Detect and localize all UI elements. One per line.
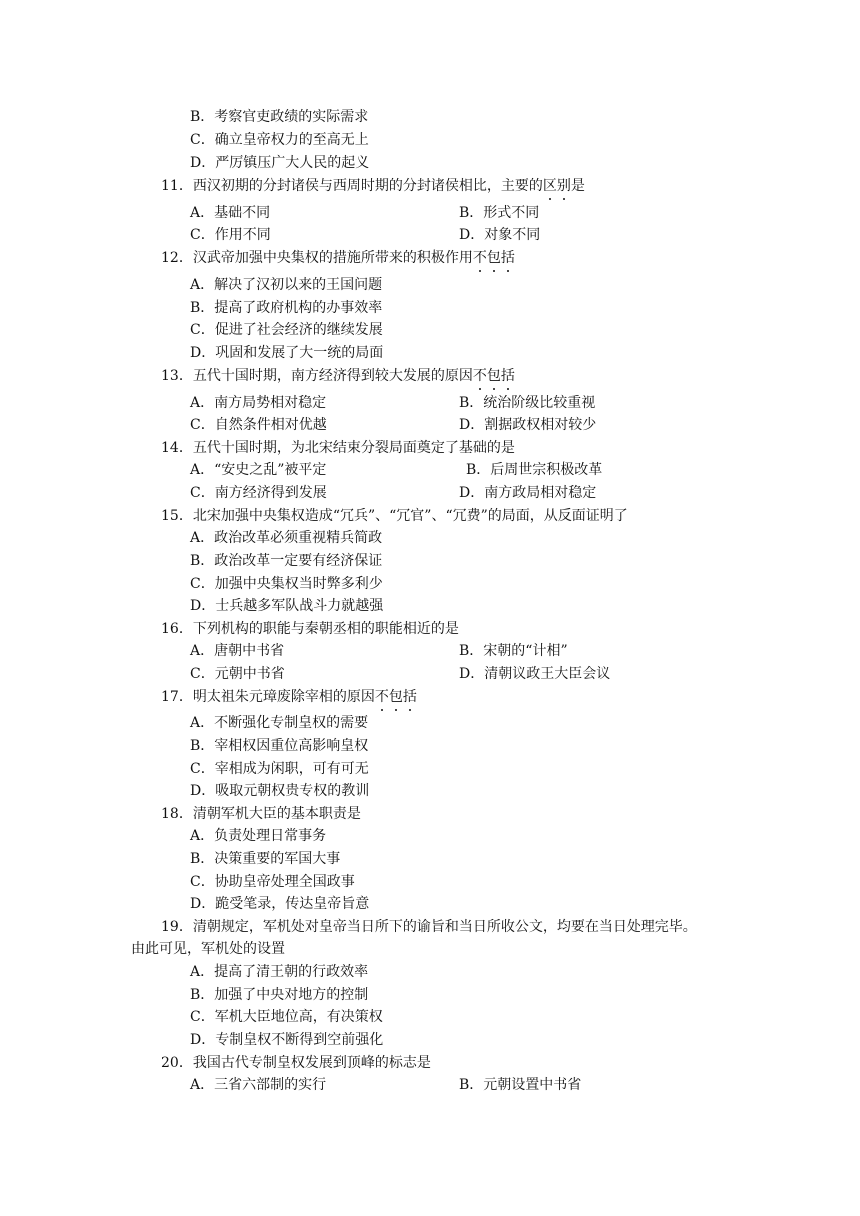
question-text: 18．清朝军机大臣的基本职责是 — [161, 806, 361, 822]
answer-option: B．元朝设置中书省 — [459, 1077, 582, 1093]
answer-option: B．加强了中央对地方的控制 — [190, 987, 369, 1003]
answer-option: D．严厉镇压广大人民的起义 — [190, 155, 370, 171]
question-text: 14．五代十国时期，为北宋结束分裂局面奠定了基础的是 — [161, 440, 515, 456]
question-text: 11．西汉初期的分封诸侯与西周时期的分封诸侯相比，主要的 — [161, 178, 543, 194]
answer-option: A．“安史之乱”被平定 — [190, 462, 327, 478]
answer-option: D．割据政权相对较少 — [459, 417, 597, 433]
answer-option: C．加强中央集权当时弊多利少 — [190, 576, 383, 592]
answer-option: C．确立皇帝权力的至高无上 — [190, 132, 369, 148]
answer-option: B．提高了政府机构的办事效率 — [190, 300, 383, 316]
question-text: 20．我国古代专制皇权发展到顶峰的标志是 — [161, 1055, 431, 1071]
question-stem — [161, 177, 585, 195]
answer-option: C．宰相成为闲职，可有可无 — [190, 761, 369, 777]
question-text: 17．明太祖朱元璋废除宰相的原因 — [161, 689, 375, 705]
question-text: 19．清朝规定，军机处对皇帝当日所下的谕旨和当日所收公文，均要在当日处理完毕。 — [161, 919, 697, 935]
answer-option: C．协助皇帝处理全国政事 — [190, 874, 355, 890]
answer-option: D．跪受笔录，传达皇帝旨意 — [190, 896, 370, 912]
answer-option: C．元朝中书省 — [190, 666, 285, 682]
answer-option: A．基础不同 — [190, 205, 271, 221]
answer-option: B．后周世宗积极改革 — [466, 462, 603, 478]
answer-option: B．宋朝的“计相” — [459, 643, 568, 659]
answer-option: A．解决了汉初以来的王国问题 — [190, 277, 383, 293]
question-stem — [161, 688, 417, 706]
answer-option: B．决策重要的军国大事 — [190, 851, 341, 867]
answer-option: A．南方局势相对稳定 — [190, 395, 327, 411]
question-text: 12．汉武帝加强中央集权的措施所带来的积极作用 — [161, 250, 473, 266]
answer-option: B．统治阶级比较重视 — [459, 395, 596, 411]
answer-option: C．作用不同 — [190, 227, 271, 243]
answer-option: A．唐朝中书省 — [190, 643, 285, 659]
question-text: 13．五代十国时期，南方经济得到较大发展的原因 — [161, 368, 473, 384]
answer-option: D．士兵越多军队战斗力就越强 — [190, 598, 384, 614]
answer-option: C．自然条件相对优越 — [190, 417, 327, 433]
answer-option: A．提高了清王朝的行政效率 — [190, 964, 369, 980]
answer-option: B．形式不同 — [459, 205, 540, 221]
question-text-suffix: 是 — [570, 178, 585, 194]
answer-option: D．南方政局相对稳定 — [459, 485, 597, 501]
answer-option: A．不断强化专制皇权的需要 — [190, 715, 369, 731]
answer-option: A．政治改革必须重视精兵简政 — [190, 530, 383, 546]
emphasis-dotted-text: 不包括 — [472, 368, 515, 384]
answer-option: B．考察官吏政绩的实际需求 — [190, 109, 369, 125]
answer-option: D．专制皇权不断得到空前强化 — [190, 1032, 384, 1048]
question-stem — [161, 805, 361, 823]
question-stem — [161, 249, 515, 267]
question-stem — [161, 620, 459, 638]
emphasis-dotted-text: 区别 — [542, 178, 571, 194]
answer-option: A．负责处理日常事务 — [190, 828, 327, 844]
question-stem — [161, 1054, 431, 1072]
answer-option: A．三省六部制的实行 — [190, 1077, 327, 1093]
answer-option: D．巩固和发展了大一统的局面 — [190, 345, 384, 361]
answer-option: C．军机大臣地位高，有决策权 — [190, 1009, 383, 1025]
question-stem — [161, 367, 515, 385]
question-stem — [161, 918, 697, 936]
question-stem — [161, 507, 628, 525]
answer-option: B．宰相权因重位高影响皇权 — [190, 738, 369, 754]
emphasis-dotted-text: 不包括 — [472, 250, 515, 266]
emphasis-dotted-text: 不包括 — [374, 689, 417, 705]
answer-option: D．对象不同 — [459, 227, 541, 243]
answer-option: B．政治改革一定要有经济保证 — [190, 553, 383, 569]
question-stem — [161, 439, 515, 457]
question-text: 16．下列机构的职能与秦朝丞相的职能相近的是 — [161, 621, 459, 637]
answer-option: D．吸取元朝权贵专权的教训 — [190, 783, 370, 799]
answer-option: C．南方经济得到发展 — [190, 485, 327, 501]
question-continuation: 由此可见，军机处的设置 — [131, 941, 285, 957]
answer-option: D．清朝议政王大臣会议 — [459, 666, 611, 682]
question-text: 15．北宋加强中央集权造成“冗兵”、“冗官”、“冗费”的局面，从反面证明了 — [161, 508, 628, 524]
answer-option: C．促进了社会经济的继续发展 — [190, 322, 383, 338]
